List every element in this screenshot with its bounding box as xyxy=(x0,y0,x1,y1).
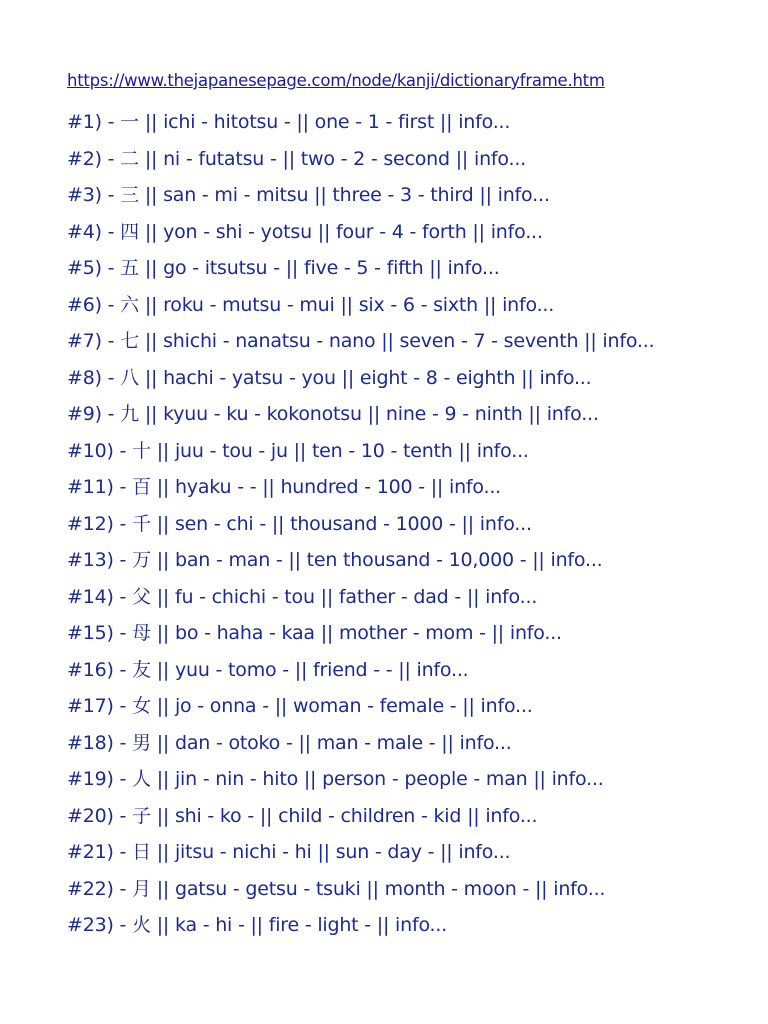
entry-readings: juu - tou - ju xyxy=(174,439,288,462)
entry-readings: bo - haha - kaa xyxy=(174,622,315,644)
entry-readings: yon - shi - yotsu xyxy=(163,220,312,243)
entry-meanings: eight - 8 - eighth xyxy=(359,366,516,389)
kanji-entry xyxy=(67,250,748,287)
entry-readings: jin - nin - hito xyxy=(174,768,298,790)
separator: || xyxy=(424,476,449,498)
entry-number: #16) xyxy=(67,658,114,681)
separator: || xyxy=(478,293,503,316)
separator: || xyxy=(138,257,164,279)
kanji-character: 月 xyxy=(132,877,151,900)
info-link[interactable]: info... xyxy=(485,804,538,827)
entry-readings: roku - mutsu - mui xyxy=(163,293,335,316)
separator: || xyxy=(276,147,301,170)
entry-readings: sen - chi - xyxy=(174,512,266,535)
kanji-entry xyxy=(67,652,748,689)
separator: || xyxy=(375,330,400,352)
kanji-character: 父 xyxy=(132,585,151,608)
kanji-character: 二 xyxy=(120,147,139,170)
entry-number: #12) xyxy=(67,512,114,535)
entry-readings: jitsu - nichi - hi xyxy=(174,841,312,863)
separator: || xyxy=(268,695,293,717)
kanji-entry xyxy=(67,871,748,908)
separator: || xyxy=(361,403,386,425)
entry-meanings: five - 5 - fifth xyxy=(303,257,424,279)
kanji-entry xyxy=(67,104,748,141)
kanji-character: 四 xyxy=(120,220,139,243)
separator: || xyxy=(253,804,279,827)
separator: || xyxy=(150,914,175,936)
separator: || xyxy=(473,184,498,206)
entry-number: #9) xyxy=(67,403,102,425)
separator: || xyxy=(288,658,314,681)
kanji-character: 母 xyxy=(132,622,151,644)
info-link[interactable]: info... xyxy=(459,731,512,754)
separator: || xyxy=(266,512,291,535)
separator: || xyxy=(150,585,175,608)
entry-meanings: man - male - xyxy=(316,731,436,754)
entry-meanings: father - dad - xyxy=(338,585,462,608)
document-page xyxy=(67,68,748,944)
separator: || xyxy=(392,658,417,681)
separator: || xyxy=(423,257,448,279)
info-link[interactable]: info... xyxy=(509,622,562,644)
entry-readings: dan - otoko - xyxy=(174,731,293,754)
kanji-entry xyxy=(67,506,748,543)
separator: - xyxy=(113,841,133,863)
separator: || xyxy=(370,914,396,936)
separator: - xyxy=(101,366,121,389)
info-link[interactable]: info... xyxy=(448,476,502,498)
kanji-character: 子 xyxy=(132,804,151,827)
separator: || xyxy=(150,622,175,644)
separator: || xyxy=(150,877,175,900)
separator: - xyxy=(113,512,133,535)
entry-meanings: fire - light - xyxy=(268,914,371,936)
separator: || xyxy=(244,914,269,936)
separator: - xyxy=(113,658,133,681)
info-link[interactable]: info... xyxy=(458,111,511,133)
entry-number: #11) xyxy=(67,476,114,498)
entry-readings: san - mi - mitsu xyxy=(163,184,309,206)
separator: || xyxy=(522,403,547,425)
info-link[interactable]: info... xyxy=(550,549,603,571)
info-link[interactable]: info... xyxy=(546,403,599,425)
separator: - xyxy=(101,403,121,425)
separator: || xyxy=(150,804,175,827)
separator: || xyxy=(434,111,459,133)
entry-readings: go - itsutsu - xyxy=(163,257,280,279)
kanji-entry xyxy=(67,725,748,762)
entry-number: #17) xyxy=(67,695,114,717)
entry-number: #20) xyxy=(67,804,114,827)
separator: - xyxy=(113,585,133,608)
info-link[interactable]: info... xyxy=(539,366,592,389)
entry-readings: ban - man - xyxy=(174,549,283,571)
entry-number: #6) xyxy=(67,293,102,316)
kanji-entry xyxy=(67,542,748,579)
separator: || xyxy=(292,731,317,754)
separator: || xyxy=(485,622,510,644)
entry-readings: ka - hi - xyxy=(174,914,245,936)
info-link[interactable]: info... xyxy=(395,914,448,936)
entry-number: #22) xyxy=(67,877,114,900)
kanji-entry xyxy=(67,798,748,835)
kanji-character: 人 xyxy=(132,768,151,790)
entry-number: #14) xyxy=(67,585,114,608)
kanji-character: 三 xyxy=(120,184,139,206)
separator: || xyxy=(150,841,175,863)
separator: || xyxy=(150,439,175,462)
entry-meanings: two - 2 - second xyxy=(300,147,450,170)
kanji-entry xyxy=(67,907,748,944)
entry-meanings: friend - - xyxy=(313,658,393,681)
separator: - xyxy=(101,257,121,279)
separator: || xyxy=(529,877,554,900)
kanji-character: 六 xyxy=(120,293,139,316)
separator: - xyxy=(113,622,133,644)
kanji-character: 百 xyxy=(132,476,151,498)
kanji-character: 女 xyxy=(132,695,151,717)
entry-meanings: person - people - man xyxy=(322,768,528,790)
info-link[interactable]: info... xyxy=(473,147,527,170)
separator: - xyxy=(113,695,133,717)
entry-number: #23) xyxy=(67,914,114,936)
kanji-entry xyxy=(67,433,748,470)
kanji-entry xyxy=(67,761,748,798)
entry-readings: gatsu - getsu - tsuki xyxy=(174,877,361,900)
entry-number: #3) xyxy=(67,184,102,206)
entry-number: #15) xyxy=(67,622,114,644)
kanji-entry xyxy=(67,177,748,214)
separator: || xyxy=(150,658,175,681)
separator: || xyxy=(314,585,339,608)
kanji-character: 火 xyxy=(132,914,151,936)
separator: - xyxy=(101,220,121,243)
entry-number: #5) xyxy=(67,257,102,279)
kanji-character: 男 xyxy=(132,731,151,754)
kanji-entry xyxy=(67,615,748,652)
info-link[interactable]: info... xyxy=(416,658,469,681)
kanji-entry xyxy=(67,323,748,360)
entry-readings: jo - onna - xyxy=(174,695,269,717)
separator: || xyxy=(466,220,491,243)
entry-readings: ni - futatsu - xyxy=(163,147,277,170)
info-link[interactable]: info... xyxy=(490,220,543,243)
kanji-character: 八 xyxy=(120,366,139,389)
separator: || xyxy=(461,804,486,827)
entry-readings: fu - chichi - tou xyxy=(174,585,315,608)
entry-readings: yuu - tomo - xyxy=(174,658,289,681)
separator: || xyxy=(515,366,540,389)
entry-number: #21) xyxy=(67,841,114,863)
entry-number: #7) xyxy=(67,330,102,352)
separator: - xyxy=(101,330,121,352)
separator: - xyxy=(113,549,133,571)
separator: || xyxy=(138,330,164,352)
info-link[interactable]: info... xyxy=(485,585,538,608)
separator: || xyxy=(461,585,486,608)
kanji-entry xyxy=(67,688,748,725)
info-link[interactable]: info... xyxy=(551,768,604,790)
entry-meanings: seven - 7 - seventh xyxy=(399,330,579,352)
separator: || xyxy=(334,293,359,316)
separator: || xyxy=(138,220,164,243)
info-link[interactable]: info... xyxy=(497,184,550,206)
separator: || xyxy=(138,111,164,133)
kanji-entry xyxy=(67,579,748,616)
separator: || xyxy=(360,877,385,900)
entry-meanings: mother - mom - xyxy=(338,622,486,644)
separator: || xyxy=(456,695,481,717)
entry-number: #10) xyxy=(67,439,114,462)
entry-number: #4) xyxy=(67,220,102,243)
separator: || xyxy=(150,768,175,790)
separator: - xyxy=(113,439,133,462)
separator: || xyxy=(138,293,164,316)
entry-readings: hachi - yatsu - you xyxy=(163,366,336,389)
entry-meanings: nine - 9 - ninth xyxy=(385,403,523,425)
separator: || xyxy=(150,476,175,498)
entry-readings: shi - ko - xyxy=(174,804,254,827)
separator: || xyxy=(138,366,164,389)
separator: - xyxy=(113,476,133,498)
separator: || xyxy=(455,512,480,535)
separator: || xyxy=(282,549,307,571)
separator: || xyxy=(452,439,477,462)
separator: || xyxy=(138,147,164,170)
info-link[interactable]: info... xyxy=(476,439,529,462)
separator: || xyxy=(150,731,175,754)
entry-number: #13) xyxy=(67,549,114,571)
entry-meanings: four - 4 - forth xyxy=(336,220,467,243)
separator: - xyxy=(113,804,133,827)
separator: - xyxy=(101,111,121,133)
separator: || xyxy=(314,622,339,644)
separator: || xyxy=(150,512,175,535)
entry-readings: ichi - hitotsu - xyxy=(163,111,291,133)
info-link[interactable]: info... xyxy=(553,877,606,900)
entry-number: #8) xyxy=(67,366,102,389)
kanji-entry-list xyxy=(67,104,748,944)
kanji-character: 五 xyxy=(120,257,139,279)
separator: || xyxy=(526,549,551,571)
separator: || xyxy=(434,841,459,863)
kanji-character: 一 xyxy=(120,111,139,133)
separator: || xyxy=(335,366,360,389)
separator: - xyxy=(101,184,121,206)
entry-meanings: three - 3 - third xyxy=(332,184,474,206)
separator: - xyxy=(113,731,133,754)
separator: || xyxy=(256,476,281,498)
kanji-entry xyxy=(67,396,748,433)
kanji-entry xyxy=(67,141,748,178)
entry-meanings: ten - 10 - tenth xyxy=(311,439,453,462)
kanji-character: 十 xyxy=(132,439,151,462)
kanji-character: 九 xyxy=(120,403,139,425)
kanji-entry xyxy=(67,214,748,251)
entry-number: #1) xyxy=(67,111,102,133)
kanji-character: 日 xyxy=(132,841,151,863)
info-link[interactable]: info... xyxy=(602,330,655,352)
separator: || xyxy=(435,731,460,754)
separator: - xyxy=(101,147,121,170)
info-link[interactable]: info... xyxy=(447,257,500,279)
entry-meanings: woman - female - xyxy=(292,695,457,717)
entry-readings: hyaku - - xyxy=(174,476,257,498)
separator: || xyxy=(298,768,323,790)
entry-meanings: thousand - 1000 - xyxy=(290,512,456,535)
separator: - xyxy=(113,768,133,790)
separator: || xyxy=(311,841,336,863)
separator: || xyxy=(138,184,164,206)
source-link[interactable]: https://www.thejapanesepage.com/node/kanji/dictionaryframe.htm xyxy=(67,71,605,90)
entry-readings: shichi - nanatsu - nano xyxy=(163,330,376,352)
separator: || xyxy=(150,549,175,571)
info-link[interactable]: info... xyxy=(480,695,533,717)
kanji-character: 七 xyxy=(120,330,139,352)
separator: - xyxy=(113,877,133,900)
kanji-entry xyxy=(67,287,748,324)
entry-meanings: one - 1 - first xyxy=(314,111,435,133)
separator: || xyxy=(279,257,304,279)
separator: || xyxy=(449,147,474,170)
separator: || xyxy=(311,220,337,243)
kanji-character: 友 xyxy=(132,658,151,681)
info-link[interactable]: info... xyxy=(479,512,532,535)
entry-readings: kyuu - ku - kokonotsu xyxy=(163,403,362,425)
entry-meanings: child - children - kid xyxy=(278,804,462,827)
separator: || xyxy=(578,330,603,352)
entry-meanings: month - moon - xyxy=(384,877,530,900)
entry-meanings: six - 6 - sixth xyxy=(358,293,478,316)
entry-number: #18) xyxy=(67,731,114,754)
separator: - xyxy=(113,914,133,936)
kanji-entry xyxy=(67,834,748,871)
separator: || xyxy=(287,439,312,462)
separator: || xyxy=(150,695,175,717)
entry-number: #19) xyxy=(67,768,114,790)
separator: || xyxy=(527,768,552,790)
separator: - xyxy=(101,293,121,316)
entry-number: #2) xyxy=(67,147,102,170)
separator: || xyxy=(308,184,333,206)
kanji-entry xyxy=(67,469,748,506)
kanji-entry xyxy=(67,360,748,397)
info-link[interactable]: info... xyxy=(458,841,511,863)
separator: || xyxy=(290,111,315,133)
entry-meanings: hundred - 100 - xyxy=(280,476,425,498)
info-link[interactable]: info... xyxy=(502,293,555,316)
entry-meanings: ten thousand - 10,000 - xyxy=(306,549,527,571)
kanji-character: 万 xyxy=(132,549,151,571)
separator: || xyxy=(138,403,164,425)
entry-meanings: sun - day - xyxy=(335,841,435,863)
kanji-character: 千 xyxy=(132,512,151,535)
